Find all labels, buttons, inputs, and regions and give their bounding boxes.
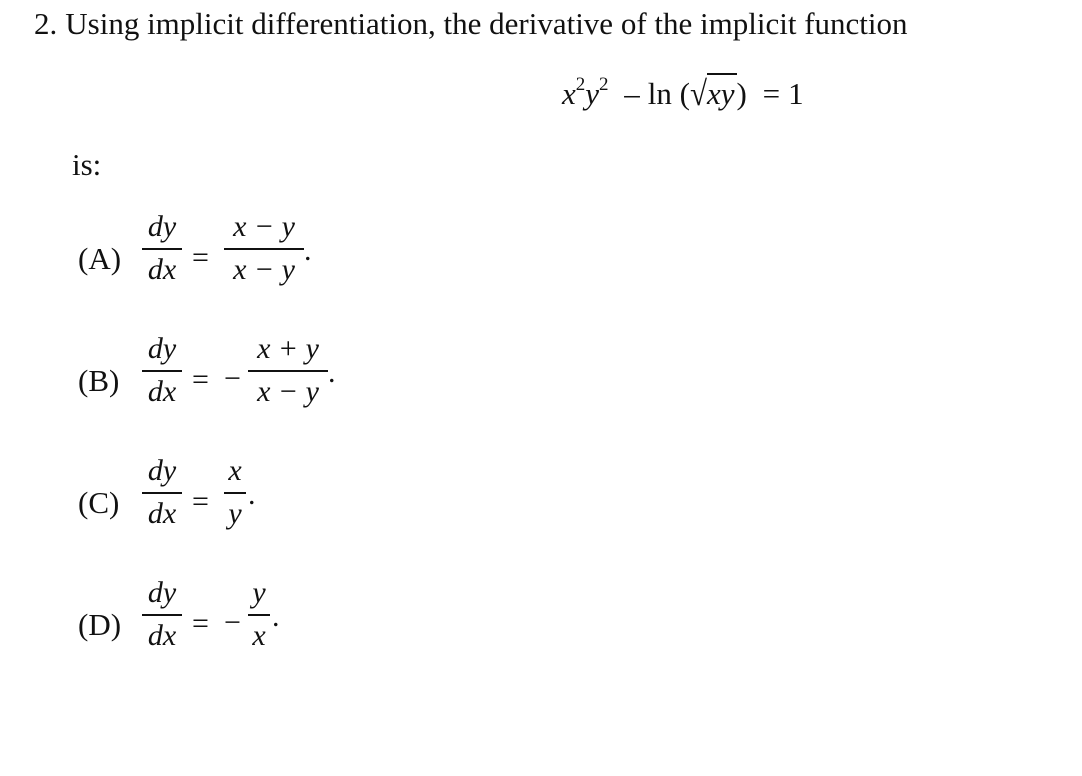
choice-c[interactable] (78, 454, 398, 554)
choice-label: (D) (78, 607, 122, 642)
lhs-fraction (142, 332, 182, 409)
minus-sign: − (224, 606, 241, 639)
choice-label: (C) (78, 485, 120, 520)
fraction-bar (142, 248, 182, 250)
eq-ln: ln (647, 76, 672, 111)
eq-y-exponent: 2 (599, 74, 609, 95)
lhs-denominator: dx (147, 619, 177, 652)
eq-x-exponent: 2 (575, 74, 586, 95)
fraction-bar (142, 370, 182, 372)
rhs-denominator: x − y (257, 375, 319, 408)
equals-sign: = (192, 363, 209, 396)
rhs-fraction (248, 576, 270, 653)
fraction-bar (224, 248, 304, 250)
choice-a[interactable] (78, 210, 398, 310)
lhs-fraction (142, 454, 182, 531)
equals-sign: = (192, 241, 209, 274)
question-number: 2. (34, 6, 58, 41)
period: . (248, 478, 256, 511)
period: . (304, 234, 312, 267)
rhs-numerator: x − y (233, 210, 295, 243)
lhs-denominator: dx (147, 253, 177, 286)
eq-open-paren: ( (679, 76, 690, 111)
fraction-bar (248, 370, 328, 372)
lhs-numerator: dy (147, 576, 177, 609)
rhs-denominator: x − y (233, 253, 295, 286)
is-label: is: (72, 147, 102, 182)
lhs-denominator: dx (147, 375, 177, 408)
rhs-numerator: y (252, 576, 266, 609)
implicit-function-equation (562, 72, 804, 116)
lhs-denominator: dx (147, 497, 177, 530)
rhs-fraction (224, 454, 246, 531)
question-prompt: Using implicit differentiation, the derivative of the implicit function (65, 6, 908, 41)
rhs-numerator: x + y (257, 332, 319, 365)
eq-rhs: 1 (788, 76, 804, 111)
fraction-bar (224, 492, 246, 494)
period: . (328, 356, 336, 389)
fraction-bar (142, 614, 182, 616)
fraction-bar (248, 614, 270, 616)
rhs-denominator: y (228, 497, 242, 530)
rhs-numerator: x (228, 454, 242, 487)
fraction-bar (142, 492, 182, 494)
period: . (272, 600, 280, 633)
eq-radicand: xy (707, 73, 737, 111)
eq-close-paren: ) (736, 76, 747, 111)
lhs-numerator: dy (147, 454, 177, 487)
lhs-numerator: dy (147, 332, 177, 365)
rhs-denominator: x (252, 619, 266, 652)
rhs-fraction (224, 210, 304, 287)
lhs-numerator: dy (147, 210, 177, 243)
choice-label: (A) (78, 241, 122, 276)
equals-sign: = (192, 485, 209, 518)
sqrt-icon: √ (689, 73, 707, 114)
choice-d[interactable] (78, 576, 398, 676)
choice-label: (B) (78, 363, 120, 398)
eq-minus: – (624, 76, 640, 111)
lhs-fraction (142, 210, 182, 287)
eq-y: y (585, 76, 600, 111)
equals-sign: = (192, 607, 209, 640)
choice-b[interactable] (78, 332, 398, 432)
eq-x: x (562, 76, 576, 111)
eq-equals: = (762, 76, 781, 111)
rhs-fraction (248, 332, 328, 409)
lhs-fraction (142, 576, 182, 653)
minus-sign: − (224, 362, 241, 395)
question-text-line (34, 4, 908, 44)
